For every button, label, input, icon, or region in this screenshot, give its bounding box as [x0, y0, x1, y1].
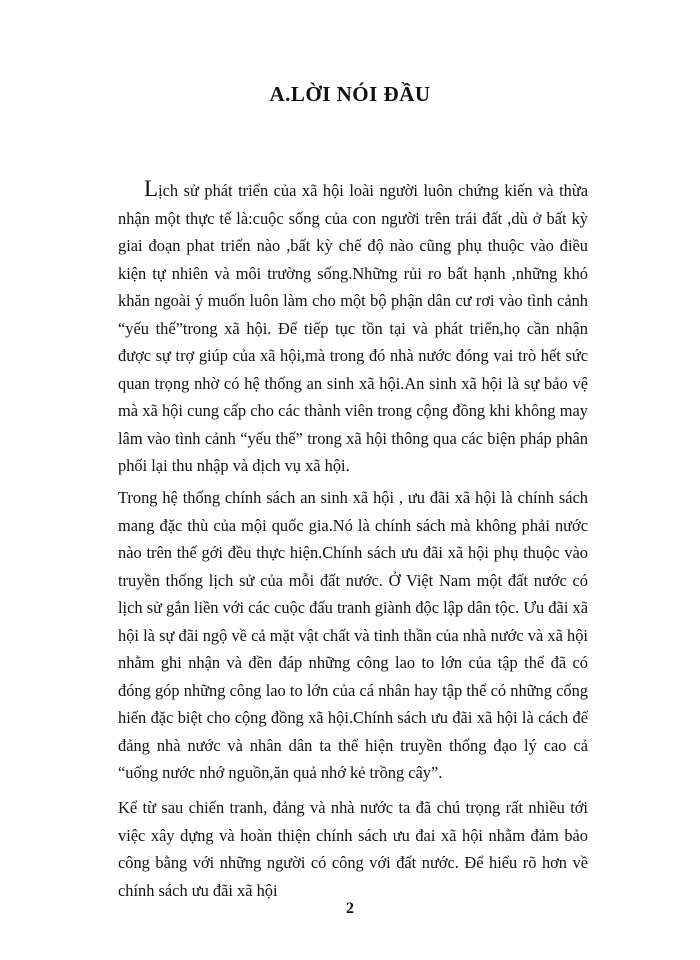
page-number: 2: [346, 900, 354, 917]
paragraph-text: Trong hệ thống chính sách an sinh xã hội , ưu đãi xã hội là chính sách mang đặc thù của mội quốc gia.Nó là chính sách mà không phải nước nào trên thế gới đều thực hiện.Chính sách ưu đãi xã hội phụ thuộc vào truyền thống lịch sử của mỗi đất nước. Ở Việt Nam một đất nước có lịch sử gắn liền với các cuộc đấu tranh giành độc lập dân tộc. Ưu đãi xã hội là sự đãi ngộ về cả mặt vật chất và tinh thần của nhà nước và xã hội nhằm ghi nhận và đền đáp những công lao to lớn của tập thể đã có đóng góp những công lao to lớn của cá nhân hay tập thể có những cống hiến đặc biệt cho cộng đồng xã hội.Chính sách ưu đãi xã hội là cách để đảng nhà nước và nhân dân ta thể hiện truyền thống đạo lý cao cả “uống nước nhớ nguồn,ăn quả nhớ kẻ trồng cây”.: [118, 488, 588, 782]
paragraph-intro: [118, 175, 588, 480]
paragraph-text: Kể từ sau chiến tranh, đảng và nhà nước ta đã chú trọng rất nhiều tới việc xây dựng và hoàn thiện chính sách ưu đai xã hội nhằm đảm bảo công bằng với những người có công với đất nước. Để hiểu rõ hơn về chính sách ưu đãi xã hội: [118, 798, 588, 900]
drop-cap-letter: L: [144, 176, 159, 201]
paragraph-social-policy: [118, 484, 588, 787]
paragraph-post-war: [118, 794, 588, 904]
page-title: A.LỜI NÓI ĐẦU: [269, 82, 431, 106]
paragraph-text: ịch sử phát triển của xã hội loài người luôn chứng kiến và thừa nhận một thực tế là:cuộc sống của con người trên trái đất ,dù ở bất kỳ giai đoạn phat triển nào ,bất kỳ chế độ nào cũng phụ thuộc vào điều kiện tự nhiên và môi trường sống.Những rủi ro bất hạnh ,những khó khăn ngoài ý muốn luôn làm cho một bộ phận dân cư rơi vào tình cảnh “yếu thế”trong xã hội. Để tiếp tục tồn tại và phát triển,họ cần nhận được sự trợ giúp của xã hội,mà trong đó nhà nước đóng vai trò hết sức quan trọng nhờ có hệ thống an sinh xã hội.An sinh xã hội là sự bảo vệ mà xã hội cung cấp cho các thành viên trong cộng đồng khi không may lâm vào tình cảnh “yếu thế” trong xã hội thông qua các biện pháp phân phối lại thu nhập và dịch vụ xã hội.: [118, 181, 588, 475]
